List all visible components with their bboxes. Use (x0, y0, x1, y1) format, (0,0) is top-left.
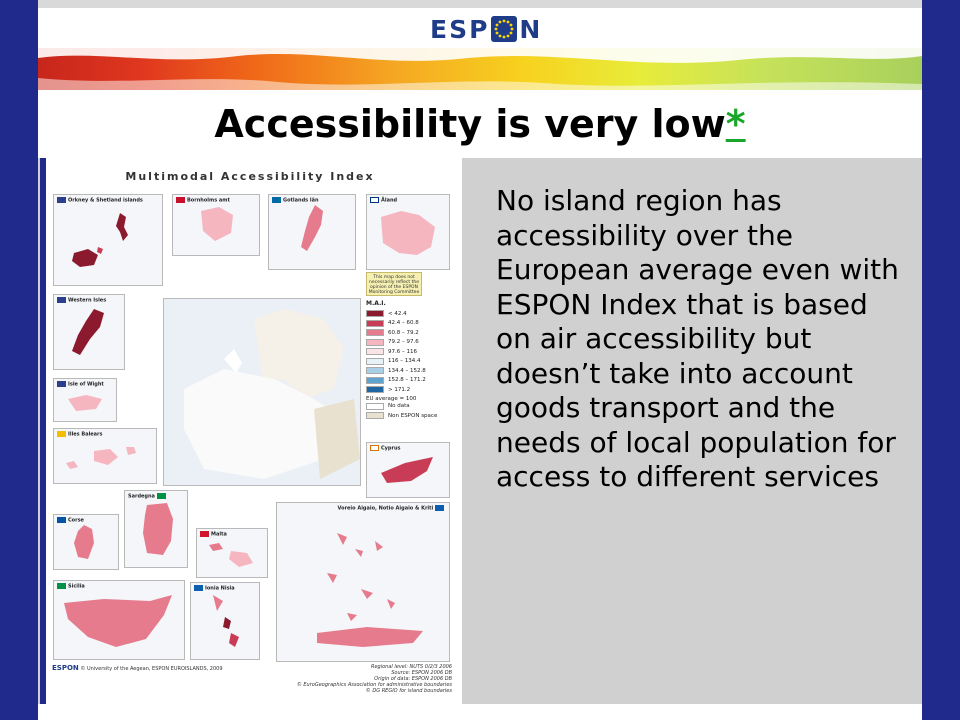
inset-shapes (191, 583, 259, 659)
legend-label: 97.6 – 116 (388, 348, 417, 355)
inset-shapes (54, 581, 184, 659)
inset-label-text: Ionia Nisia (205, 585, 235, 592)
inset-label-text: Voreio Aigaio, Notio Aigaio & Kriti (337, 505, 434, 512)
inset-shapes (269, 195, 355, 269)
se-flag-icon (272, 197, 281, 203)
inset-shapes (54, 295, 124, 369)
legend-row-non-espon (366, 411, 458, 421)
legend-rows (366, 309, 458, 395)
inset-label-text: Bornholms amt (187, 197, 230, 204)
inset-aegean-crete (276, 502, 450, 662)
source-line: Regional level: NUTS 0/2/3 2006 (371, 664, 452, 670)
inset-label-text: Corse (68, 517, 84, 524)
small-espon-logo-o: O (66, 664, 73, 672)
inset-shapes (173, 195, 259, 255)
inset-shapes (367, 195, 449, 269)
legend-label: 152.8 – 171.2 (388, 377, 426, 384)
legend-row (366, 376, 458, 386)
legend-row (366, 357, 458, 367)
inset-isle-of-wight (53, 378, 117, 422)
europe-shapes (164, 299, 360, 485)
legend-label: No data (388, 403, 410, 410)
gr-flag-icon (435, 505, 444, 511)
legend-label: 116 – 134.4 (388, 358, 421, 365)
uk-flag-icon (57, 381, 66, 387)
legend-row (366, 347, 458, 357)
legend-swatch (366, 320, 384, 327)
it-flag-icon (57, 583, 66, 589)
map-credit (52, 664, 223, 694)
logo-text-left: ESP (430, 14, 490, 44)
inset-orkney-shetland (53, 194, 163, 286)
legend-label: Non ESPON space (388, 412, 438, 419)
logo-text-right: N (519, 14, 543, 44)
fr-flag-icon (57, 517, 66, 523)
legend-label: 134.4 – 152.8 (388, 367, 426, 374)
inset-label-text: Orkney & Shetland islands (68, 197, 143, 204)
espon-logo (430, 12, 542, 46)
map-footer (52, 664, 452, 702)
inset-western-isles (53, 294, 125, 370)
inset-sicilia (53, 580, 185, 660)
frame-left (0, 0, 38, 720)
source-line: Source: ESPON 2006 DB (391, 670, 452, 676)
inset-shapes (125, 491, 187, 567)
map-source-lines (297, 664, 452, 694)
inset-cyprus (366, 442, 450, 498)
decorative-band (38, 48, 922, 90)
legend-swatch (366, 329, 384, 336)
fi-flag-icon (370, 197, 379, 203)
inset-label-text: Åland (381, 197, 398, 204)
inset-label-text: Gotlands län (283, 197, 319, 204)
source-line: © EuroGeographics Association for administrative boundaries (296, 682, 452, 688)
legend-title: M.A.I. (366, 300, 386, 307)
header-stripe (38, 0, 922, 8)
inset-bornholm (172, 194, 260, 256)
es-flag-icon (57, 431, 66, 437)
source-line: © DG REGIO for island boundaries (365, 688, 452, 694)
inset-corse (53, 514, 119, 570)
inset-illes-balears (53, 428, 157, 484)
uk-flag-icon (57, 197, 66, 203)
legend-label: < 42.4 (388, 310, 407, 317)
slide-title (38, 90, 922, 158)
footnote-link[interactable]: * (725, 102, 746, 146)
map-title: Multimodal Accessibility Index (125, 170, 375, 183)
inset-ionia-nisia (190, 582, 260, 660)
legend-label: 42.4 – 60.8 (388, 320, 419, 327)
eu-flag-icon (491, 16, 517, 42)
slide-title-text: Accessibility is very low (214, 102, 726, 146)
slide-body-text: No island region has accessibility over the European average even with ESPON Index that is based on air accessibility but doesn’t take into account goods transport and the needs of local population for access to different services (496, 184, 899, 493)
inset-label-text: Malta (211, 531, 227, 538)
legend-swatch (366, 348, 384, 355)
legend-label: 79.2 – 97.6 (388, 339, 419, 346)
legend-label: > 171.2 (388, 386, 411, 393)
legend-row (366, 309, 458, 319)
inset-label-text: Sicilia (68, 583, 85, 590)
legend-swatch (366, 358, 384, 365)
gr-flag-icon (194, 585, 203, 591)
dk-flag-icon (176, 197, 185, 203)
inset-label-text: Cyprus (381, 445, 401, 452)
eu-average: EU average = 100 (366, 395, 417, 402)
legend-row (366, 385, 458, 395)
it-flag-icon (157, 493, 166, 499)
legend-swatch (366, 310, 384, 317)
legend-swatch (366, 412, 384, 419)
inset-shapes (54, 195, 162, 285)
inset-label-text: Illes Balears (68, 431, 103, 438)
small-espon-logo-n: N (72, 664, 79, 672)
credit-text: © University of the Aegean, ESPON EUROISLANDS, 2009 (80, 666, 223, 672)
inset-label-text: Western Isles (68, 297, 107, 304)
legend-swatch (366, 386, 384, 393)
slide-title-bar (38, 90, 922, 158)
inset-malta (196, 528, 268, 578)
inset-sardegna (124, 490, 188, 568)
legend-row (366, 366, 458, 376)
legend-swatch (366, 367, 384, 374)
legend-row (366, 338, 458, 348)
cy-flag-icon (370, 445, 379, 451)
legend-row (366, 328, 458, 338)
legend-label: 60.8 – 79.2 (388, 329, 419, 336)
main-europe-map (163, 298, 361, 486)
map-legend (366, 300, 458, 421)
disclaimer-note: This map does not necessarily reflect the opinion of the ESPON Monitoring Committee (366, 272, 422, 296)
inset-shapes (277, 503, 449, 661)
legend-swatch (366, 339, 384, 346)
source-line: Origin of data: ESPON 2006 DB (374, 676, 452, 682)
uk-flag-icon (57, 297, 66, 303)
mt-flag-icon (200, 531, 209, 537)
legend-swatch (366, 377, 384, 384)
inset-label-text: Sardegna (128, 493, 155, 500)
frame-right (922, 0, 960, 720)
inset-aland (366, 194, 450, 270)
bottom-strip (38, 704, 922, 720)
inset-gotland (268, 194, 356, 270)
legend-swatch (366, 403, 384, 410)
legend-row-no-data (366, 402, 458, 412)
inset-label-text: Isle of Wight (68, 381, 104, 388)
legend-row (366, 319, 458, 329)
small-espon-logo: ESP (52, 664, 67, 672)
